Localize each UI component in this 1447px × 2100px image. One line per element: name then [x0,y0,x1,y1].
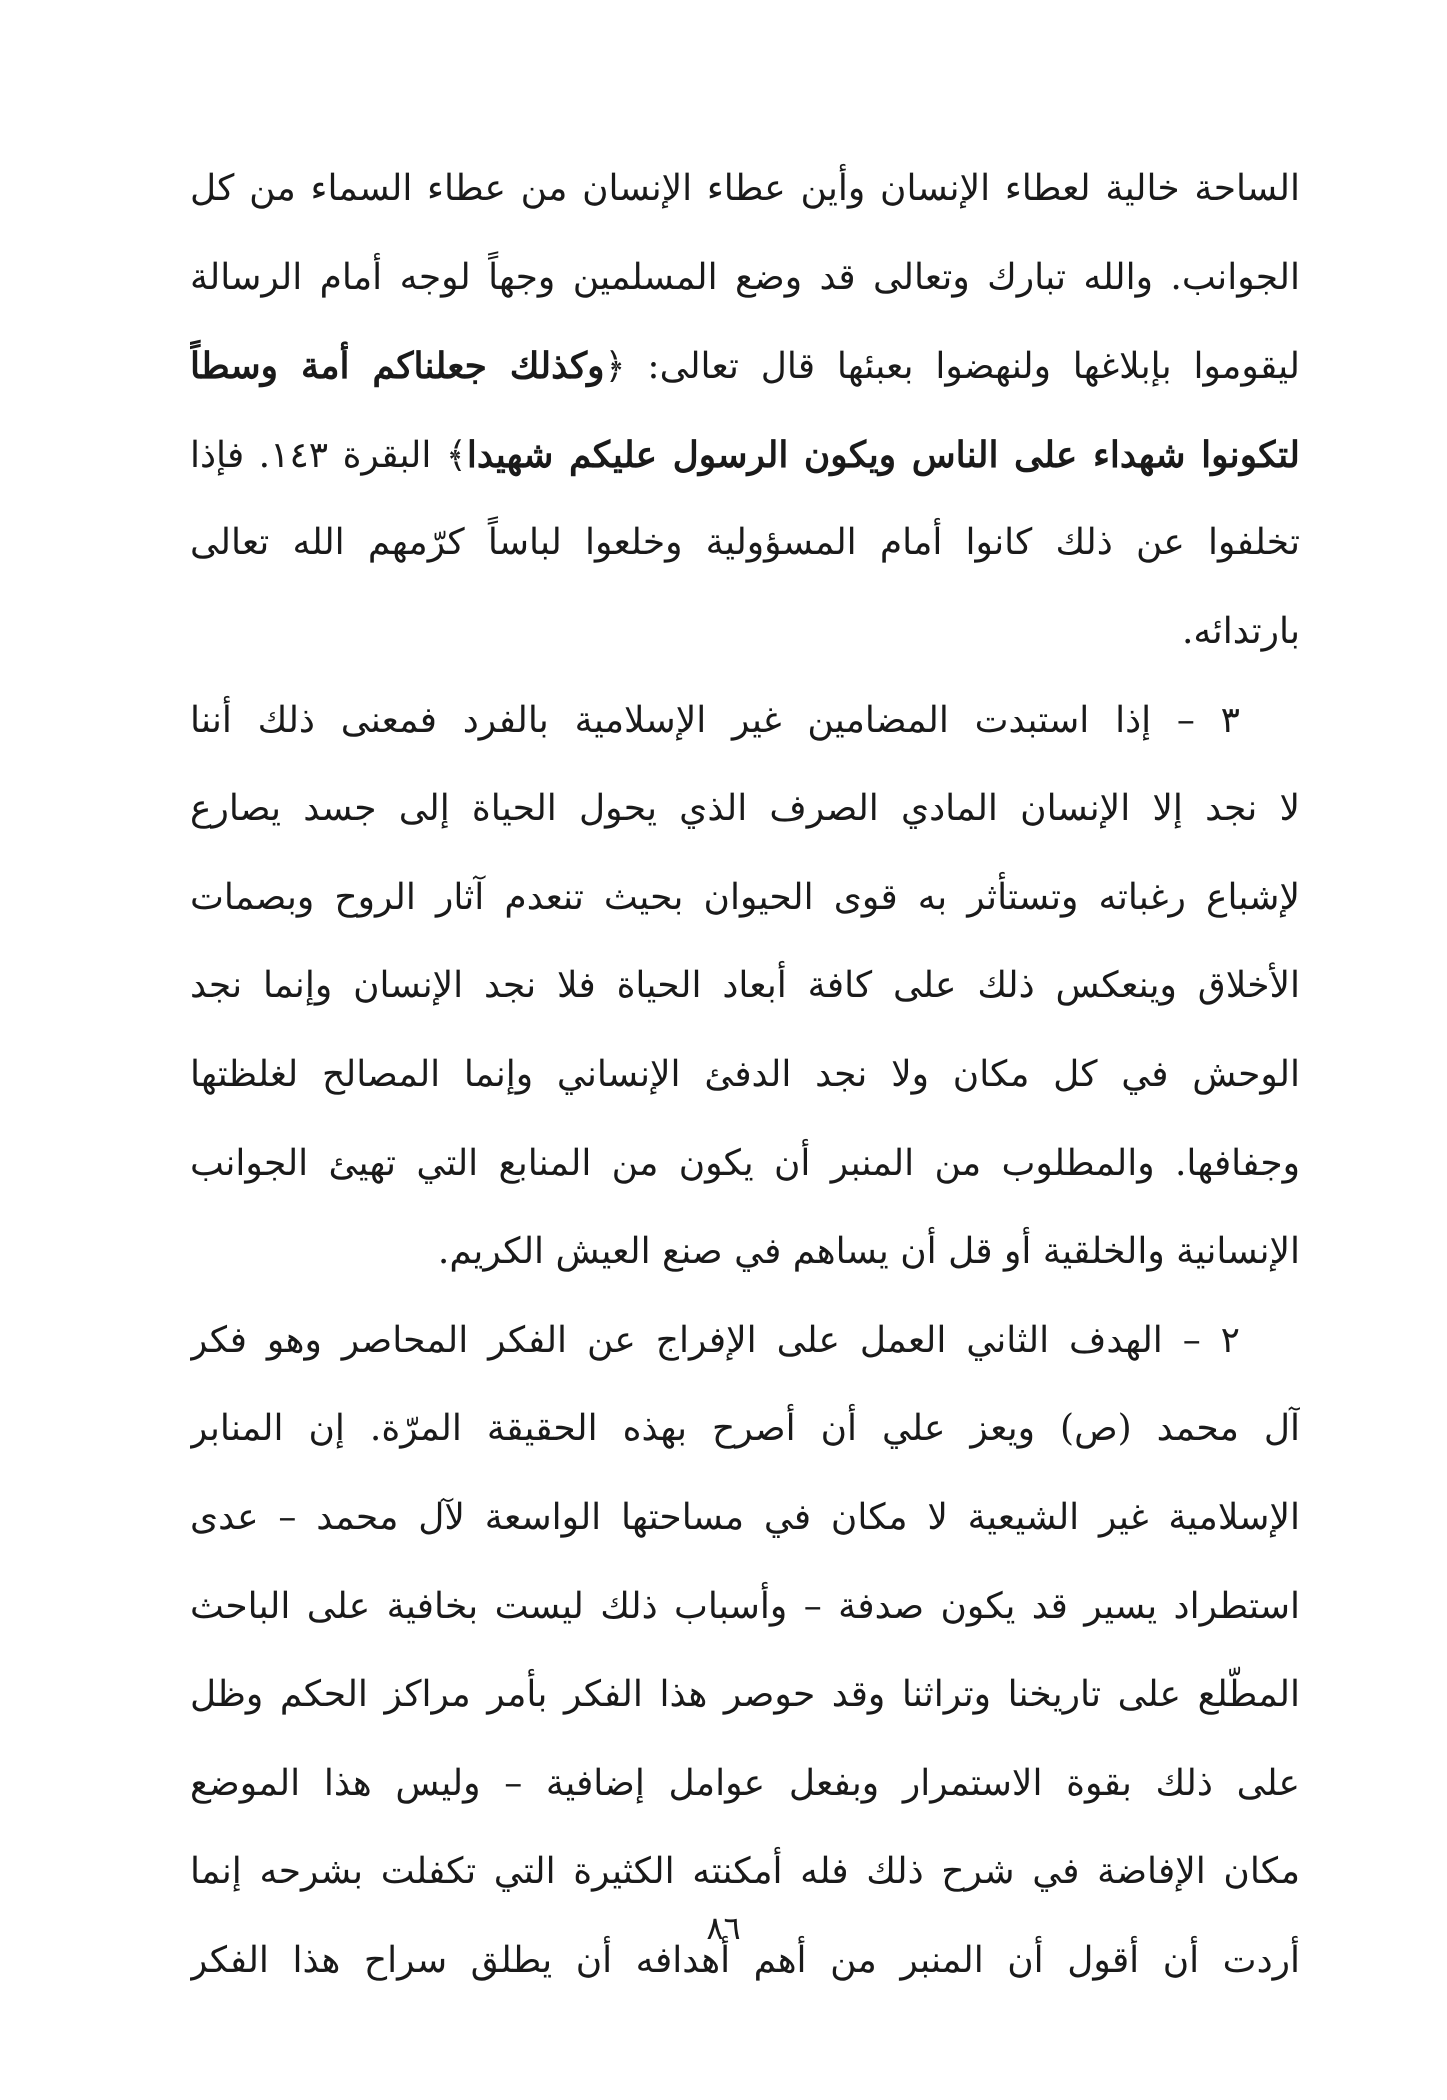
paragraph-1 [190,145,1300,677]
line-text: الإسلامية غير الشيعية لا مكان في مساحتها الواسعة لآل محمد – عدى [190,1496,1300,1538]
line-text: الساحة خالية لعطاء الإنسان وأين عطاء الإنسان من عطاء السماء من كل [190,168,1300,209]
quran-verse-text: وكذلك جعلناكم أمة وسطاً [190,345,605,388]
line-text: لإشباع رغباته وتستأثر به قوى الحيوان بحيث تنعدم آثار الروح وبصمات [190,876,1300,918]
text-line [190,1031,1300,1120]
line-text: ليقوموا بإبلاغها ولنهضوا بعبئها قال تعالى: ﴿ [604,346,1300,388]
quran-verse-text: لتكونوا شهداء على الناس ويكون الرسول عليكم شهيدا [466,433,1300,476]
paragraph-2 [190,677,1300,1297]
line-text: وجفافها. والمطلوب من المنبر أن يكون من المنابع التي تهيئ الجوانب [190,1142,1300,1184]
line-text: مكان الإفاضة في شرح ذلك فله أمكنته الكثيرة التي تكفلت بشرحه إنما [190,1851,1300,1893]
text-line [190,588,1300,677]
line-text: بارتدائه. [1181,610,1300,652]
text-line [190,234,1300,323]
text-line [190,765,1300,854]
line-text: لا نجد إلا الإنسان المادي الصرف الذي يحول الحياة إلى جسد يصارع [190,788,1300,830]
line-text: الجوانب. والله تبارك وتعالى قد وضع المسلمين وجهاً لوجه أمام الرسالة [190,256,1300,298]
text-line [190,677,1300,766]
line-text: ٢ – الهدف الثاني العمل على الإفراج عن الفكر المحاصر وهو فكر [190,1319,1240,1361]
text-line [190,1474,1300,1563]
line-text: الأخلاق وينعكس ذلك على كافة أبعاد الحياة فلا نجد الإنسان وإنما نجد [190,965,1300,1007]
text-line [190,322,1300,411]
line-text: الإنسانية والخلقية أو قل أن يساهم في صنع العيش الكريم. [437,1231,1300,1273]
line-text: أردت أن أقول أن المنبر من أهم أهدافه أن يطلق سراح هذا الفكر [190,1939,1300,1981]
body-text [190,145,1300,2005]
text-line [190,1740,1300,1829]
text-line [190,411,1300,500]
line-text: آل محمد (ص) ويعز علي أن أصرح بهذه الحقيقة المرّة. إن المنابر [190,1408,1300,1450]
line-text: ٣ – إذا استبدت المضامين غير الإسلامية بالفرد فمعنى ذلك أننا [190,699,1240,741]
text-line [190,1297,1300,1386]
text-line [190,145,1300,234]
text-line [190,1385,1300,1474]
text-line [190,1120,1300,1209]
line-text: على ذلك بقوة الاستمرار وبفعل عوامل إضافية – وليس هذا الموضع [190,1762,1300,1804]
text-line [190,1563,1300,1652]
text-line [190,1828,1300,1917]
line-text: المطّلع على تاريخنا وتراثنا وقد حوصر هذا الفكر بأمر مراكز الحكم وظل [190,1674,1300,1716]
text-line [190,854,1300,943]
text-line [190,942,1300,1031]
text-line [190,499,1300,588]
line-text: تخلفوا عن ذلك كانوا أمام المسؤولية وخلعوا لباساً كرّمهم الله تعالى [190,522,1300,564]
paragraph-3 [190,1297,1300,2006]
line-text: استطراد يسير قد يكون صدفة – وأسباب ذلك ليست بخافية على الباحث [190,1585,1300,1627]
text-line [190,1651,1300,1740]
line-text: الوحش في كل مكان ولا نجد الدفئ الإنساني وإنما المصالح لغلظتها [190,1053,1300,1095]
page-number: ٨٦ [706,1909,741,1947]
text-line [190,1208,1300,1297]
line-text: ﴾ البقرة ١٤٣. فإذا [190,434,467,476]
